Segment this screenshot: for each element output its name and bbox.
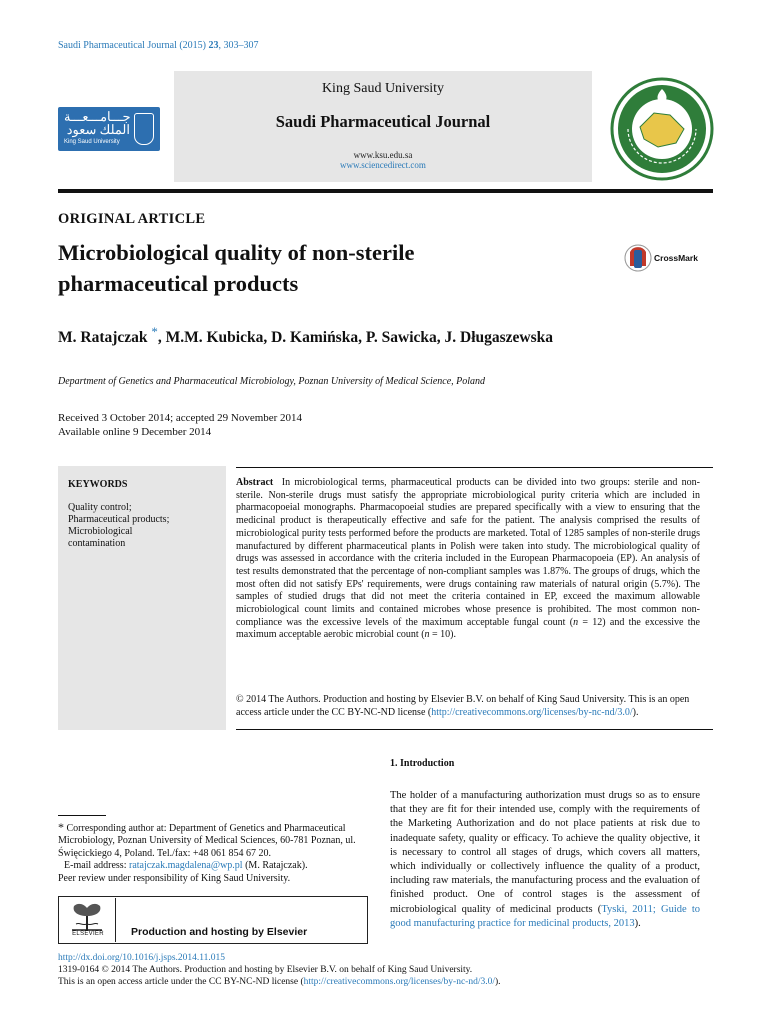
license-end: ). xyxy=(495,977,501,987)
email-line xyxy=(58,860,368,872)
ksu-crest-icon xyxy=(134,113,154,145)
abstract-n1: = 12) and the excessive the maximum acceptable aerobic microbial count ( xyxy=(236,616,700,641)
elsevier-tree-icon xyxy=(68,900,106,932)
elsevier-wordmark: ELSEVIER xyxy=(72,931,104,937)
affiliation: Department of Genetics and Pharmaceutical Microbiology, Poznan University of Medical Science, Poland xyxy=(58,376,486,387)
keyword-item: Microbiological xyxy=(68,526,133,537)
keywords-heading: KEYWORDS xyxy=(68,479,128,490)
keyword-item: Quality control; xyxy=(68,502,132,513)
elsevier-divider xyxy=(115,898,116,942)
ksu-logo-arabic: جـــامـــعـــة الملك سعود xyxy=(64,109,131,137)
footnote-marker: * xyxy=(58,820,64,834)
spj-seal-logo xyxy=(610,77,714,181)
footnote-rule xyxy=(58,815,106,816)
ksu-url-link[interactable]: www.ksu.edu.sa xyxy=(353,150,413,160)
email-name: (M. Ratajczak). xyxy=(242,860,308,872)
abstract-text: In microbiological terms, pharmaceutical products can be divided into two groups: sterile and non-sterile. Non-sterile drugs must satisfy the appropriate microbiological purity criteria which are included in pharmacopoeial monographs. Pharmacopoeial studies are prepared specifically with a view to ensuring that the medicinal product is therapeutically effective and safe for the patient. The analysis comprised the results of microbiological purity tests performed before the products are marketed. Total of 1285 samples of non-sterile drugs manufactured by different pharmaceutical plants in Polish were taken into study. The microbiological quality of drugs was assessed in accordance with the criteria included in the European Pharmacopoeia (EP). An analysis of test results demonstrated that the percentage of non-compliant samples was 1.87%. The groups of drugs, which the most often did not satisfy EPs' requirements, were drugs containing raw materials of natural origin (5.7%). The samples of studied drugs that did not meet the criteria contained in EP, exceed the maximum allowable microbiological count limits and contained microbes whose presence is prohibited. The most common non-compliance was the excessive levels of the maximum acceptable fungal count ( xyxy=(236,477,700,628)
corresponding-author-marker[interactable]: * xyxy=(151,324,158,339)
footnote xyxy=(58,821,368,885)
abstract-top-rule xyxy=(236,467,713,468)
abstract-copyright-end: ). xyxy=(632,706,639,718)
ksu-logo-english: King Saud University xyxy=(64,139,120,145)
introduction-references-link[interactable]: Tyski, 2011; Guide to good manufacturing practice for medicinal products, 2013 xyxy=(390,903,700,929)
article-title-line2: pharmaceutical products xyxy=(58,271,299,296)
author-list xyxy=(58,324,553,347)
license-link[interactable]: http://creativecommons.org/licenses/by-nc-nd/3.0/ xyxy=(303,977,495,987)
abstract-license-link[interactable]: http://creativecommons.org/licenses/by-nc-nd/3.0/ xyxy=(431,706,633,718)
abstract-bottom-rule xyxy=(236,729,713,730)
abstract xyxy=(236,477,700,642)
corresponding-author-text: Corresponding author at: Department of Genetics and Pharmaceutical Microbiology, Poznan University of Medical Sciences, 60-781 Poznan, ul. Święcickiego 4, Poland. Tel./fax: +48 061 854 67 20. xyxy=(58,823,356,859)
article-title-line1: Microbiological quality of non-sterile xyxy=(58,240,415,265)
university-name: King Saud University xyxy=(321,81,445,96)
received-dates: Received 3 October 2014; accepted 29 November 2014 xyxy=(58,412,303,424)
keyword-item: contamination xyxy=(68,538,126,549)
crossmark-label[interactable]: CrossMark xyxy=(654,253,698,263)
citation-journal: Saudi Pharmaceutical Journal (2015) xyxy=(58,40,207,51)
introduction-end: ). xyxy=(634,917,641,929)
article-title xyxy=(58,237,598,299)
introduction-body: The holder of a manufacturing authorization must drugs so as to ensure that they are fit for their intended use, comply with the requirements of the Marketing Authorization and do not place patients at risk due to inadequate safety, quality or efficacy. To achieve the quality objective, it is necessary to control all stages of drugs, which covers all matters, which individually or collectively influence the quality of a product, including raw materials, the manufacturing process and the evaluation of finished product. One of control stages is the assessment of microbiological quality of medicinal products ( xyxy=(390,790,700,915)
other-authors: , M.M. Kubicka, D. Kamińska, P. Sawicka, J. Długaszewska xyxy=(157,329,554,347)
abstract-n2: = 10). xyxy=(429,629,457,641)
header-rule xyxy=(58,189,713,193)
corresponding-author-note xyxy=(58,821,368,860)
email-link[interactable]: ratajczak.magdalena@wp.pl xyxy=(128,860,243,872)
license-text: This is an open access article under the CC BY-NC-ND license ( xyxy=(58,977,304,987)
abstract-copyright xyxy=(236,694,706,719)
abstract-label: Abstract xyxy=(236,477,274,488)
n-symbol: n xyxy=(573,616,579,628)
keyword-item: Pharmaceutical products; xyxy=(68,514,170,525)
crossmark-icon[interactable] xyxy=(624,244,652,272)
introduction-heading: 1. Introduction xyxy=(390,758,455,769)
email-label: E-mail address: xyxy=(64,860,129,872)
production-hosting-text: Production and hosting by Elsevier xyxy=(131,926,308,938)
peer-review-note: Peer review under responsibility of King Saud University. xyxy=(58,872,291,884)
journal-citation[interactable] xyxy=(58,40,259,51)
sciencedirect-url-link[interactable]: www.sciencedirect.com xyxy=(340,160,426,170)
license-line xyxy=(58,977,501,987)
citation-volume: 23 xyxy=(208,40,219,51)
first-author: M. Ratajczak xyxy=(58,329,148,347)
doi-link[interactable]: http://dx.doi.org/10.1016/j.jsps.2014.11.015 xyxy=(58,953,226,963)
introduction-text xyxy=(390,789,700,931)
available-online-date: Available online 9 December 2014 xyxy=(58,426,212,438)
journal-name: Saudi Pharmaceutical Journal xyxy=(275,112,491,131)
ksu-logo xyxy=(58,107,160,151)
issn-copyright: 1319-0164 © 2014 The Authors. Production and hosting by Elsevier B.V. on behalf of King Saud University. xyxy=(58,965,473,975)
citation-pages: , 303–307 xyxy=(218,40,259,51)
abstract-copyright-text: © 2014 The Authors. Production and hosting by Elsevier B.V. on behalf of King Saud University. This is an open access article under the CC BY-NC-ND license ( xyxy=(236,694,690,718)
article-type: ORIGINAL ARTICLE xyxy=(58,211,206,227)
n-symbol: n xyxy=(424,629,430,641)
